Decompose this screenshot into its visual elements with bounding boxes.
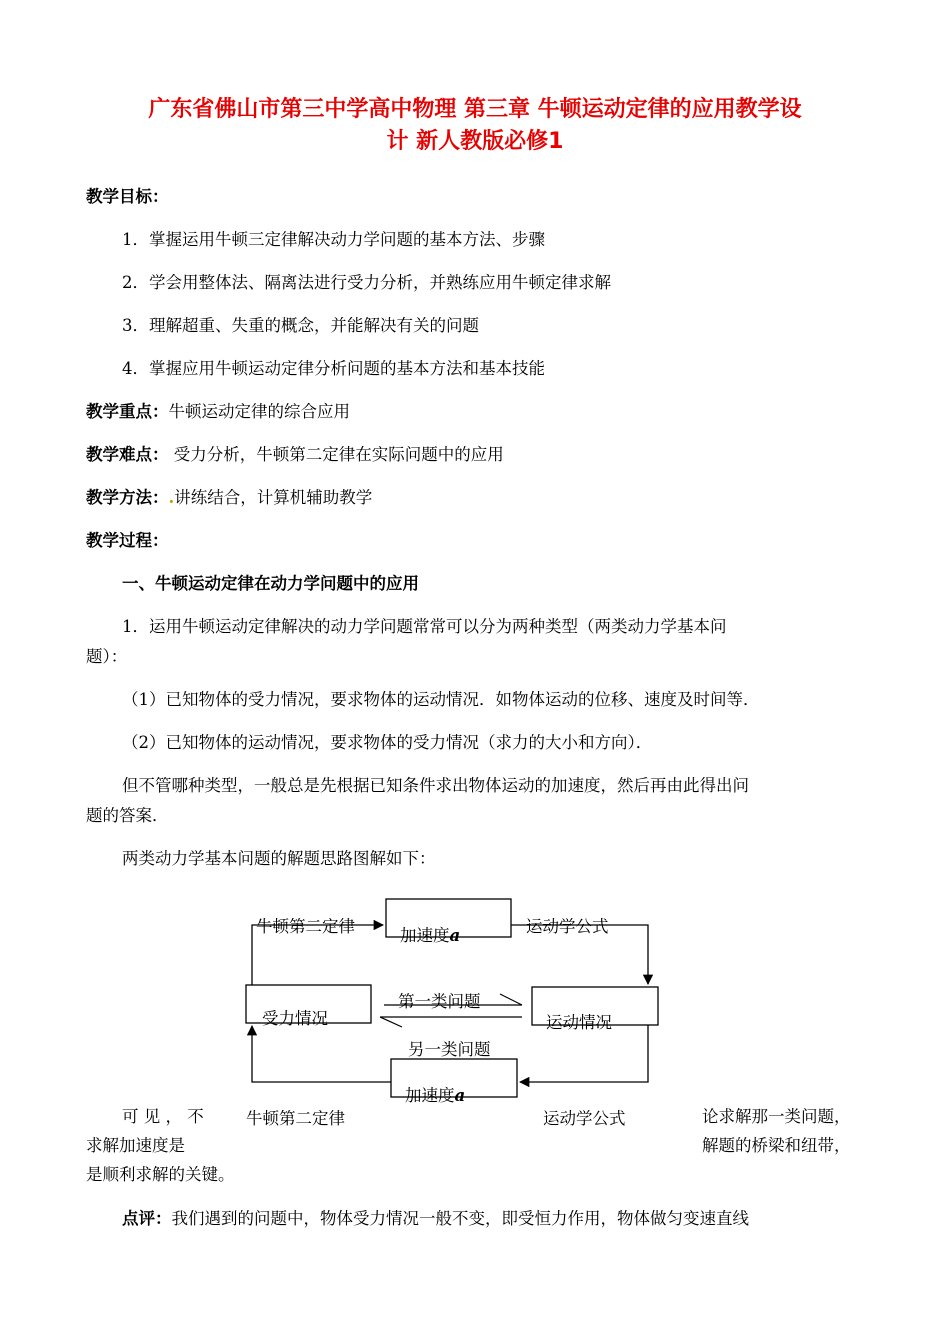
conclusion-right-line-2: 解题的桥梁和纽带，	[702, 1136, 851, 1155]
section-1-paragraph-2-line-1: 但不管哪种类型，一般总是先根据已知条件求出物体运动的加速度，然后再由此得出问	[122, 776, 749, 795]
section-1-paragraph-3: 两类动力学基本问题的解题思路图解如下：	[122, 849, 436, 868]
second-type-arrow-barb	[380, 1017, 402, 1027]
method-dot: .	[168, 488, 175, 507]
bottom-box-label: 加速度a	[405, 1086, 466, 1105]
section-1-heading: 一、牛顿运动定律在动力学问题中的应用	[122, 574, 419, 593]
document-title-line-1: 广东省佛山市第三中学高中物理 第三章 牛顿运动定律的应用教学设	[148, 97, 802, 122]
conclusion-line-3: 是顺利求解的关键。	[86, 1165, 235, 1184]
conclusion-left-line-1: 可 见 ， 不	[122, 1107, 204, 1126]
document-title-line-2: 计 新人教版必修1	[386, 129, 564, 154]
bottom-left-newton-label: 牛顿第二定律	[246, 1109, 345, 1128]
key-point-label: 教学重点：	[86, 402, 169, 421]
section-1-paragraph-2-line-2: 题的答案．	[86, 806, 169, 825]
first-type-arrow-barb	[500, 994, 522, 1005]
top-box-label: 加速度a	[400, 926, 461, 945]
objective-item-4: 4．掌握应用牛顿运动定律分析问题的基本方法和基本技能	[122, 359, 545, 378]
comment-row	[122, 1208, 749, 1230]
process-label: 教学过程：	[86, 531, 169, 550]
conclusion-right-line-1: 论求解那一类问题，	[702, 1107, 851, 1126]
objectives-heading: 教学目标：	[86, 187, 169, 206]
first-type-label: 第一类问题	[398, 992, 481, 1011]
objective-item-2: 2．学会用整体法、隔离法进行受力分析，并熟练应用牛顿定律求解	[122, 273, 611, 292]
section-1-paragraph-1-line-1: 1．运用牛顿运动定律解决的动力学问题常常可以分为两种类型（两类动力学基本问	[122, 617, 727, 636]
difficulty-label: 教学难点：	[86, 445, 169, 464]
comment-text: 我们遇到的问题中，物体受力情况一般不变，即受恒力作用，物体做匀变速直线	[171, 1209, 749, 1228]
method-text: 讲练结合，计算机辅助教学	[174, 488, 373, 507]
section-1-paragraph-1-line-2: 题）：	[86, 647, 128, 666]
objective-item-1: 1．掌握运用牛顿三定律解决动力学问题的基本方法、步骤	[122, 230, 545, 249]
second-type-label: 另一类问题	[408, 1040, 491, 1059]
acceleration-to-force-arrow	[252, 1026, 391, 1082]
key-point-text: 牛顿运动定律的综合应用	[168, 402, 350, 421]
motion-to-acceleration-arrow	[520, 1025, 648, 1082]
top-left-newton-label: 牛顿第二定律	[256, 917, 355, 936]
force-box-label: 受力情况	[262, 1009, 328, 1028]
difficulty-text: 受力分析，牛顿第二定律在实际问题中的应用	[168, 445, 504, 464]
conclusion-left-line-2: 求解加速度是	[86, 1136, 185, 1155]
case-1-text: （1）已知物体的受力情况，要求物体的运动情况．如物体运动的位移、速度及时间等．	[122, 690, 760, 709]
method-label: 教学方法：	[86, 488, 169, 507]
objective-item-3: 3．理解超重、失重的概念，并能解决有关的问题	[122, 316, 479, 335]
top-right-kinematics-label: 运动学公式	[526, 917, 609, 936]
case-2-text: （2）已知物体的运动情况，要求物体的受力情况（求力的大小和方向）．	[122, 733, 653, 752]
comment-label: 点评：	[122, 1209, 172, 1228]
motion-box-label: 运动情况	[546, 1013, 612, 1032]
bottom-right-kinematics-label: 运动学公式	[543, 1109, 626, 1128]
